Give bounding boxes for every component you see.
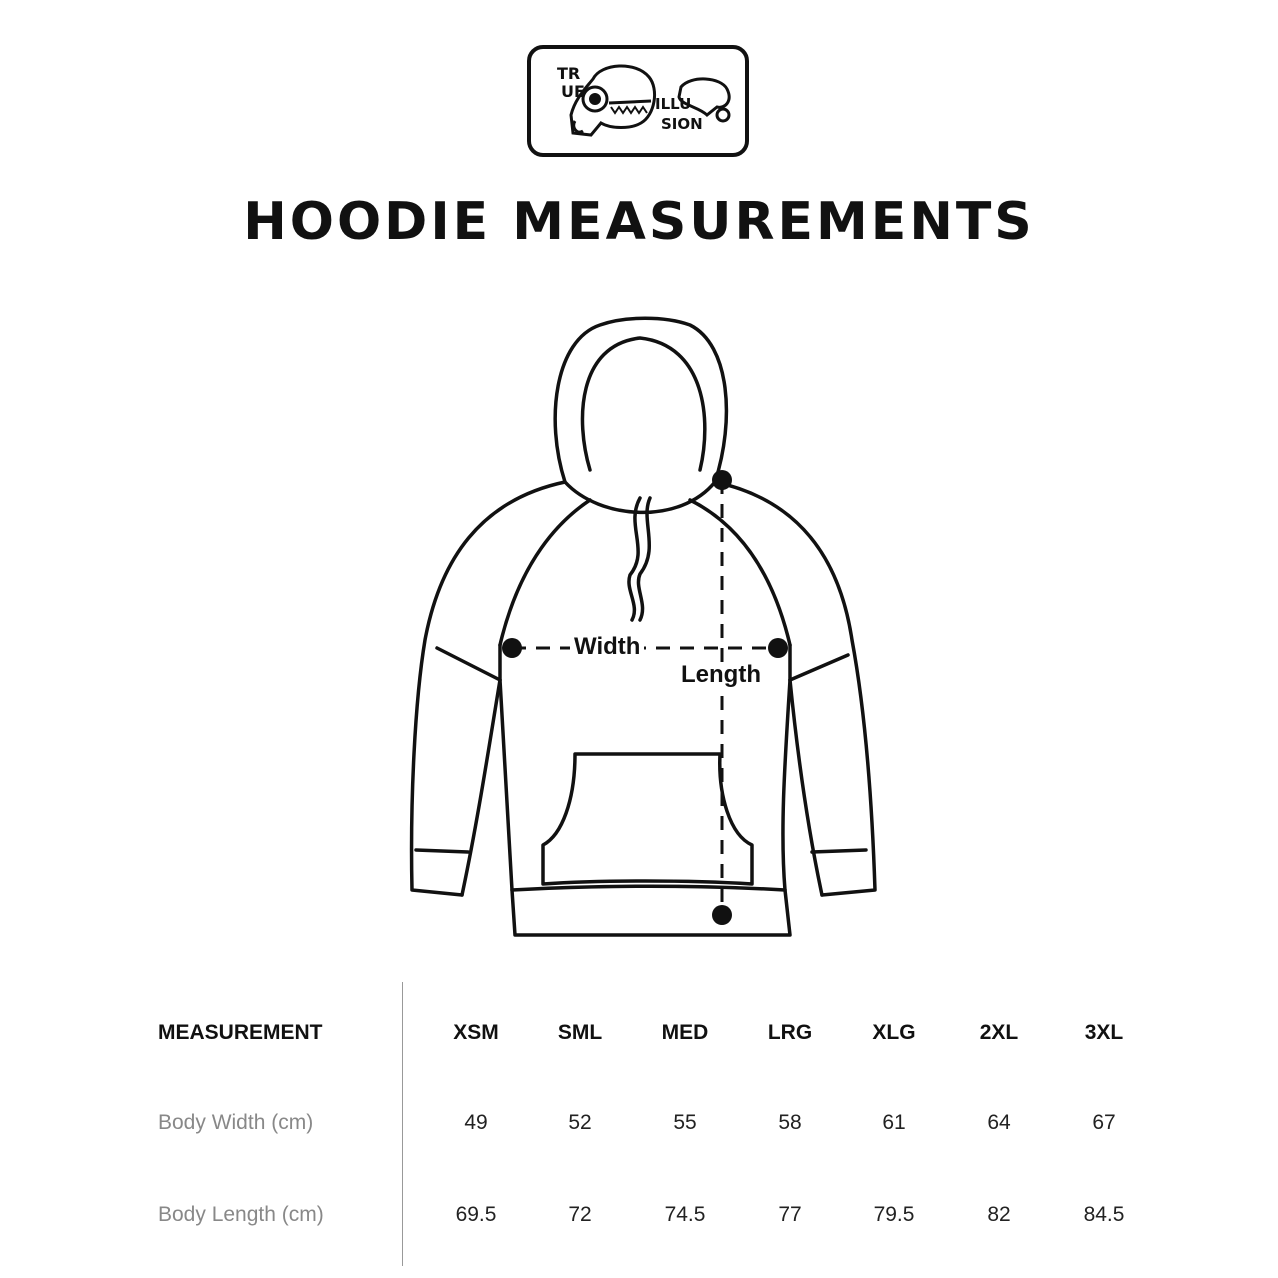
table-cell: 64	[987, 1111, 1011, 1134]
col-header-3xl: 3XL	[1084, 1021, 1124, 1044]
page-title: HOODIE MEASUREMENTS	[243, 192, 1035, 252]
table-cell: 72	[568, 1203, 592, 1226]
length-end-dot	[712, 905, 732, 925]
table-cell: 49	[464, 1111, 488, 1134]
col-header-sml: SML	[557, 1021, 603, 1044]
row-label-body-width: Body Width (cm)	[158, 1111, 314, 1134]
table-cell: 82	[987, 1203, 1011, 1226]
svg-text:ILLU: ILLU	[655, 95, 692, 113]
table-cell: 58	[778, 1111, 802, 1134]
col-header-xlg: XLG	[872, 1021, 916, 1044]
width-label: Width	[570, 634, 644, 660]
col-header-med: MED	[661, 1021, 709, 1044]
table-cell: 52	[568, 1111, 592, 1134]
measurement-header: MEASUREMENT	[158, 1021, 323, 1044]
hoodie-body	[500, 680, 790, 935]
table-cell: 79.5	[873, 1203, 915, 1226]
col-header-xsm: XSM	[453, 1021, 499, 1044]
svg-text:UE: UE	[561, 82, 585, 101]
width-end-dot	[768, 638, 788, 658]
table-cell: 61	[882, 1111, 906, 1134]
col-header-lrg: LRG	[767, 1021, 813, 1044]
svg-text:TR: TR	[557, 64, 581, 83]
svg-text:SION: SION	[661, 115, 703, 133]
length-label: Length	[677, 662, 765, 688]
table-cell: 74.5	[664, 1203, 706, 1226]
table-divider	[402, 982, 403, 1266]
length-start-dot	[712, 470, 732, 490]
table-cell: 55	[673, 1111, 697, 1134]
table-cell: 84.5	[1083, 1203, 1125, 1226]
table-cell: 77	[778, 1203, 802, 1226]
table-cell: 67	[1092, 1111, 1116, 1134]
col-header-2xl: 2XL	[979, 1021, 1019, 1044]
table-cell: 69.5	[455, 1203, 497, 1226]
width-start-dot	[502, 638, 522, 658]
row-label-body-length: Body Length (cm)	[158, 1203, 324, 1226]
